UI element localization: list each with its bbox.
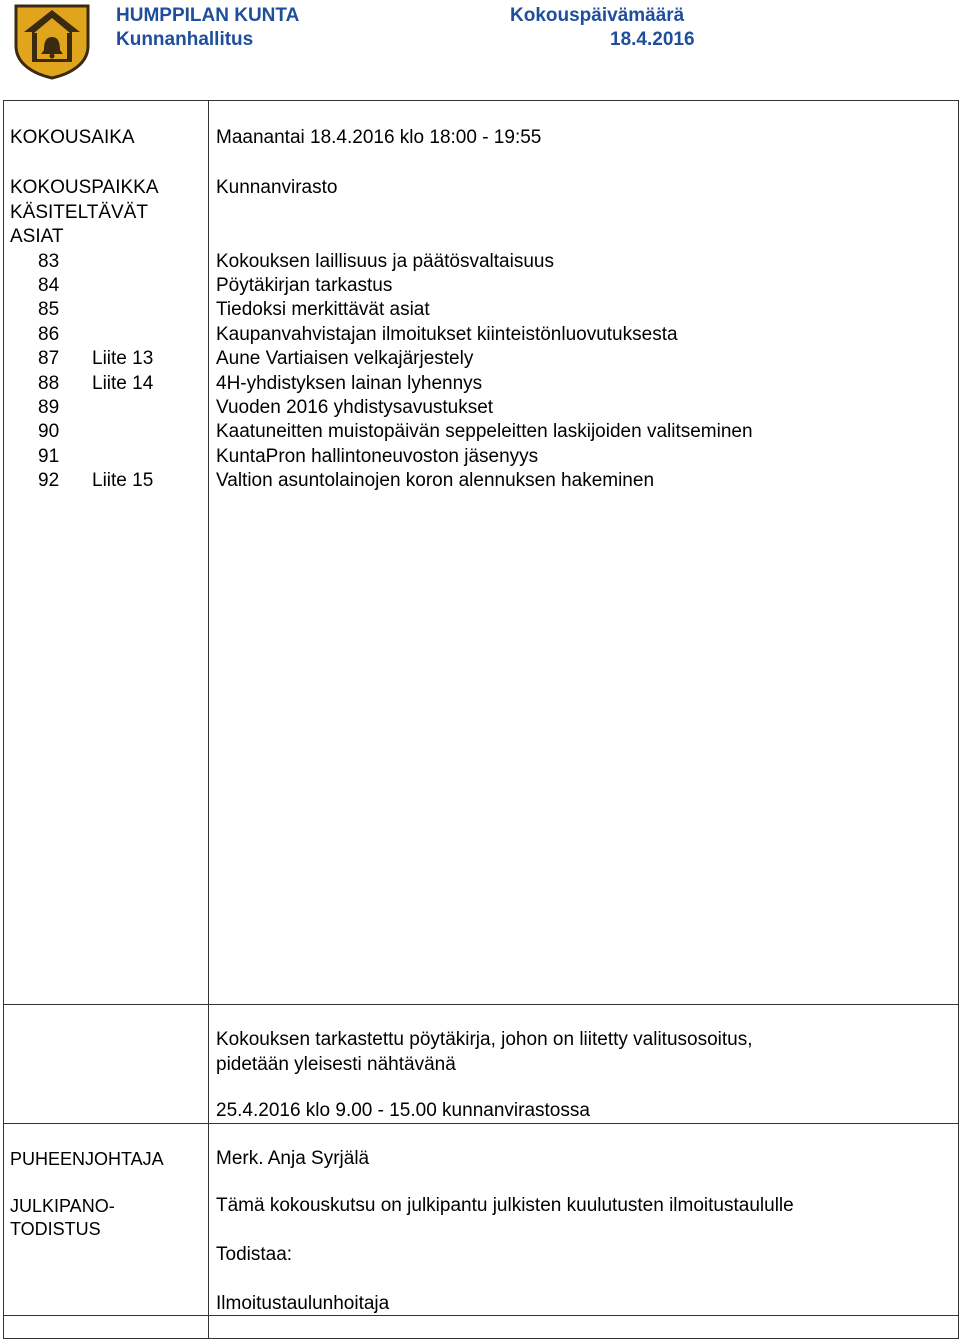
item-number: 92 xyxy=(38,470,60,491)
minutes-notice: Kokouksen tarkastettu pöytäkirja, johon on liitetty valitusosoitus, xyxy=(216,1029,753,1050)
minutes-display-time: 25.4.2016 klo 9.00 - 15.00 kunnanvirastossa xyxy=(216,1100,590,1121)
item-number: 83 xyxy=(38,251,60,272)
agenda-box xyxy=(3,100,959,1005)
meeting-place-label: KOKOUSPAIKKA xyxy=(10,177,159,198)
municipality-name: HUMPPILAN KUNTA xyxy=(116,5,300,26)
item-title: Valtion asuntolainojen koron alennuksen hakeminen xyxy=(216,470,655,491)
item-title: Kokouksen laillisuus ja päätösvaltaisuus xyxy=(216,251,554,272)
meeting-time-value: Maanantai 18.4.2016 klo 18:00 - 19:55 xyxy=(216,127,542,148)
item-title: 4H-yhdistyksen lainan lyhennys xyxy=(216,373,483,394)
footer-box xyxy=(3,1004,959,1339)
municipal-crest-icon xyxy=(10,2,94,80)
governing-body: Kunnanhallitus xyxy=(116,29,254,50)
meeting-date-label: Kokouspäivämäärä xyxy=(510,5,685,26)
item-title: Vuoden 2016 yhdistysavustukset xyxy=(216,397,494,418)
item-title: Pöytäkirjan tarkastus xyxy=(216,275,393,296)
item-number: 91 xyxy=(38,446,60,467)
item-number: 89 xyxy=(38,397,60,418)
item-number: 84 xyxy=(38,275,60,296)
agenda-items-label: KÄSITELTÄVÄT xyxy=(10,202,148,223)
certificate-label: JULKIPANO- xyxy=(10,1196,115,1216)
item-title: Tiedoksi merkittävät asiat xyxy=(216,299,430,320)
footer-column-divider xyxy=(208,1004,209,1339)
certificate-text: Tämä kokouskutsu on julkipantu julkisten kuulutusten ilmoitustaululle xyxy=(216,1195,794,1216)
item-title: Kaatuneitten muistopäivän seppeleitten laskijoiden valitseminen xyxy=(216,421,753,442)
minutes-notice-line-2: pidetään yleisesti nähtävänä xyxy=(216,1054,456,1075)
meeting-place-value: Kunnanvirasto xyxy=(216,177,338,198)
item-number: 86 xyxy=(38,324,60,345)
chair-label: PUHEENJOHTAJA xyxy=(10,1149,164,1169)
item-attachment: Liite 15 xyxy=(92,470,154,491)
item-attachment: Liite 14 xyxy=(92,373,154,394)
footer-divider xyxy=(3,1123,959,1124)
item-number: 87 xyxy=(38,348,60,369)
chair-signature: Merk. Anja Syrjälä xyxy=(216,1148,370,1169)
item-number: 85 xyxy=(38,299,60,320)
item-number: 88 xyxy=(38,373,60,394)
item-number: 90 xyxy=(38,421,60,442)
agenda-items-label-2: ASIAT xyxy=(10,226,64,247)
column-divider xyxy=(208,100,209,1005)
certificate-label-2: TODISTUS xyxy=(10,1219,101,1239)
witness-label: Todistaa: xyxy=(216,1244,293,1265)
meeting-time-label: KOKOUSAIKA xyxy=(10,127,135,148)
item-title: KuntaPron hallintoneuvoston jäsenyys xyxy=(216,446,539,467)
footer-bottom-rule xyxy=(3,1315,959,1316)
item-title: Kaupanvahvistajan ilmoitukset kiinteistönluovutuksesta xyxy=(216,324,678,345)
item-attachment: Liite 13 xyxy=(92,348,154,369)
meeting-date: 18.4.2016 xyxy=(610,29,695,50)
notice-board-keeper: Ilmoitustaulunhoitaja xyxy=(216,1293,390,1314)
item-title: Aune Vartiaisen velkajärjestely xyxy=(216,348,474,369)
